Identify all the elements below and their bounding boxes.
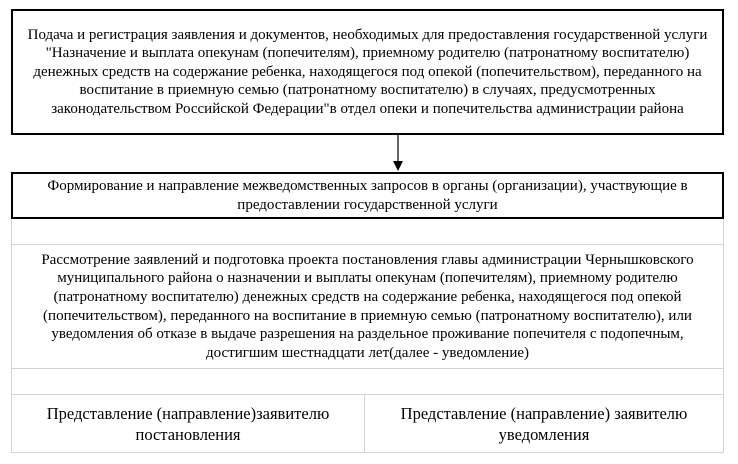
step-3-review-box <box>11 245 724 369</box>
spacer-row <box>11 369 724 395</box>
outcome-resolution-box <box>11 395 365 453</box>
step-1-text: Подача и регистрация заявления и документов, необходимых для предоставления государственной услуги "Назначение и выплата опекунам (попечителям), приемному родителю (патронатному воспитателю) денежных средств на содержание ребенка, находящегося под опекой (попечительством), переданного на воспитание в приемную семью (патронатному воспитателю) в случаях, предусмотренных законодательством Российской Федерации"в отдел опеки и попечительства администрации района <box>27 26 708 117</box>
step-2-text: Формирование и направление межведомственных запросов в органы (организации), участвующие в предоставлении государственной услуги <box>47 177 688 213</box>
outcome-resolution-text: Представление (направление)заявителю постановления <box>46 403 330 444</box>
spacer-row <box>11 219 724 245</box>
step-3-text: Рассмотрение заявлений и подготовка проекта постановления главы администрации Чернышковского муниципального района о назначении и выплаты опекунам (попечителям), приемному родителю (патронатному воспитателю) денежных средств на содержание ребенка, находящегося под опекой (попечительством), переданного на воспитание в приемную семью (патронатному воспитателю), или уведомления об отказе в выдаче разрешения на раздельное проживание попечителя с подопечным, достигшим шестнадцати лет(далее - уведомление) <box>41 251 694 361</box>
step-1-application-box <box>11 9 724 135</box>
arrow-head-icon <box>393 161 403 171</box>
step-2-requests-box <box>11 172 724 219</box>
outcome-notification-box <box>365 395 724 453</box>
outcome-notification-text: Представление (направление) заявителю уведомления <box>400 403 688 444</box>
